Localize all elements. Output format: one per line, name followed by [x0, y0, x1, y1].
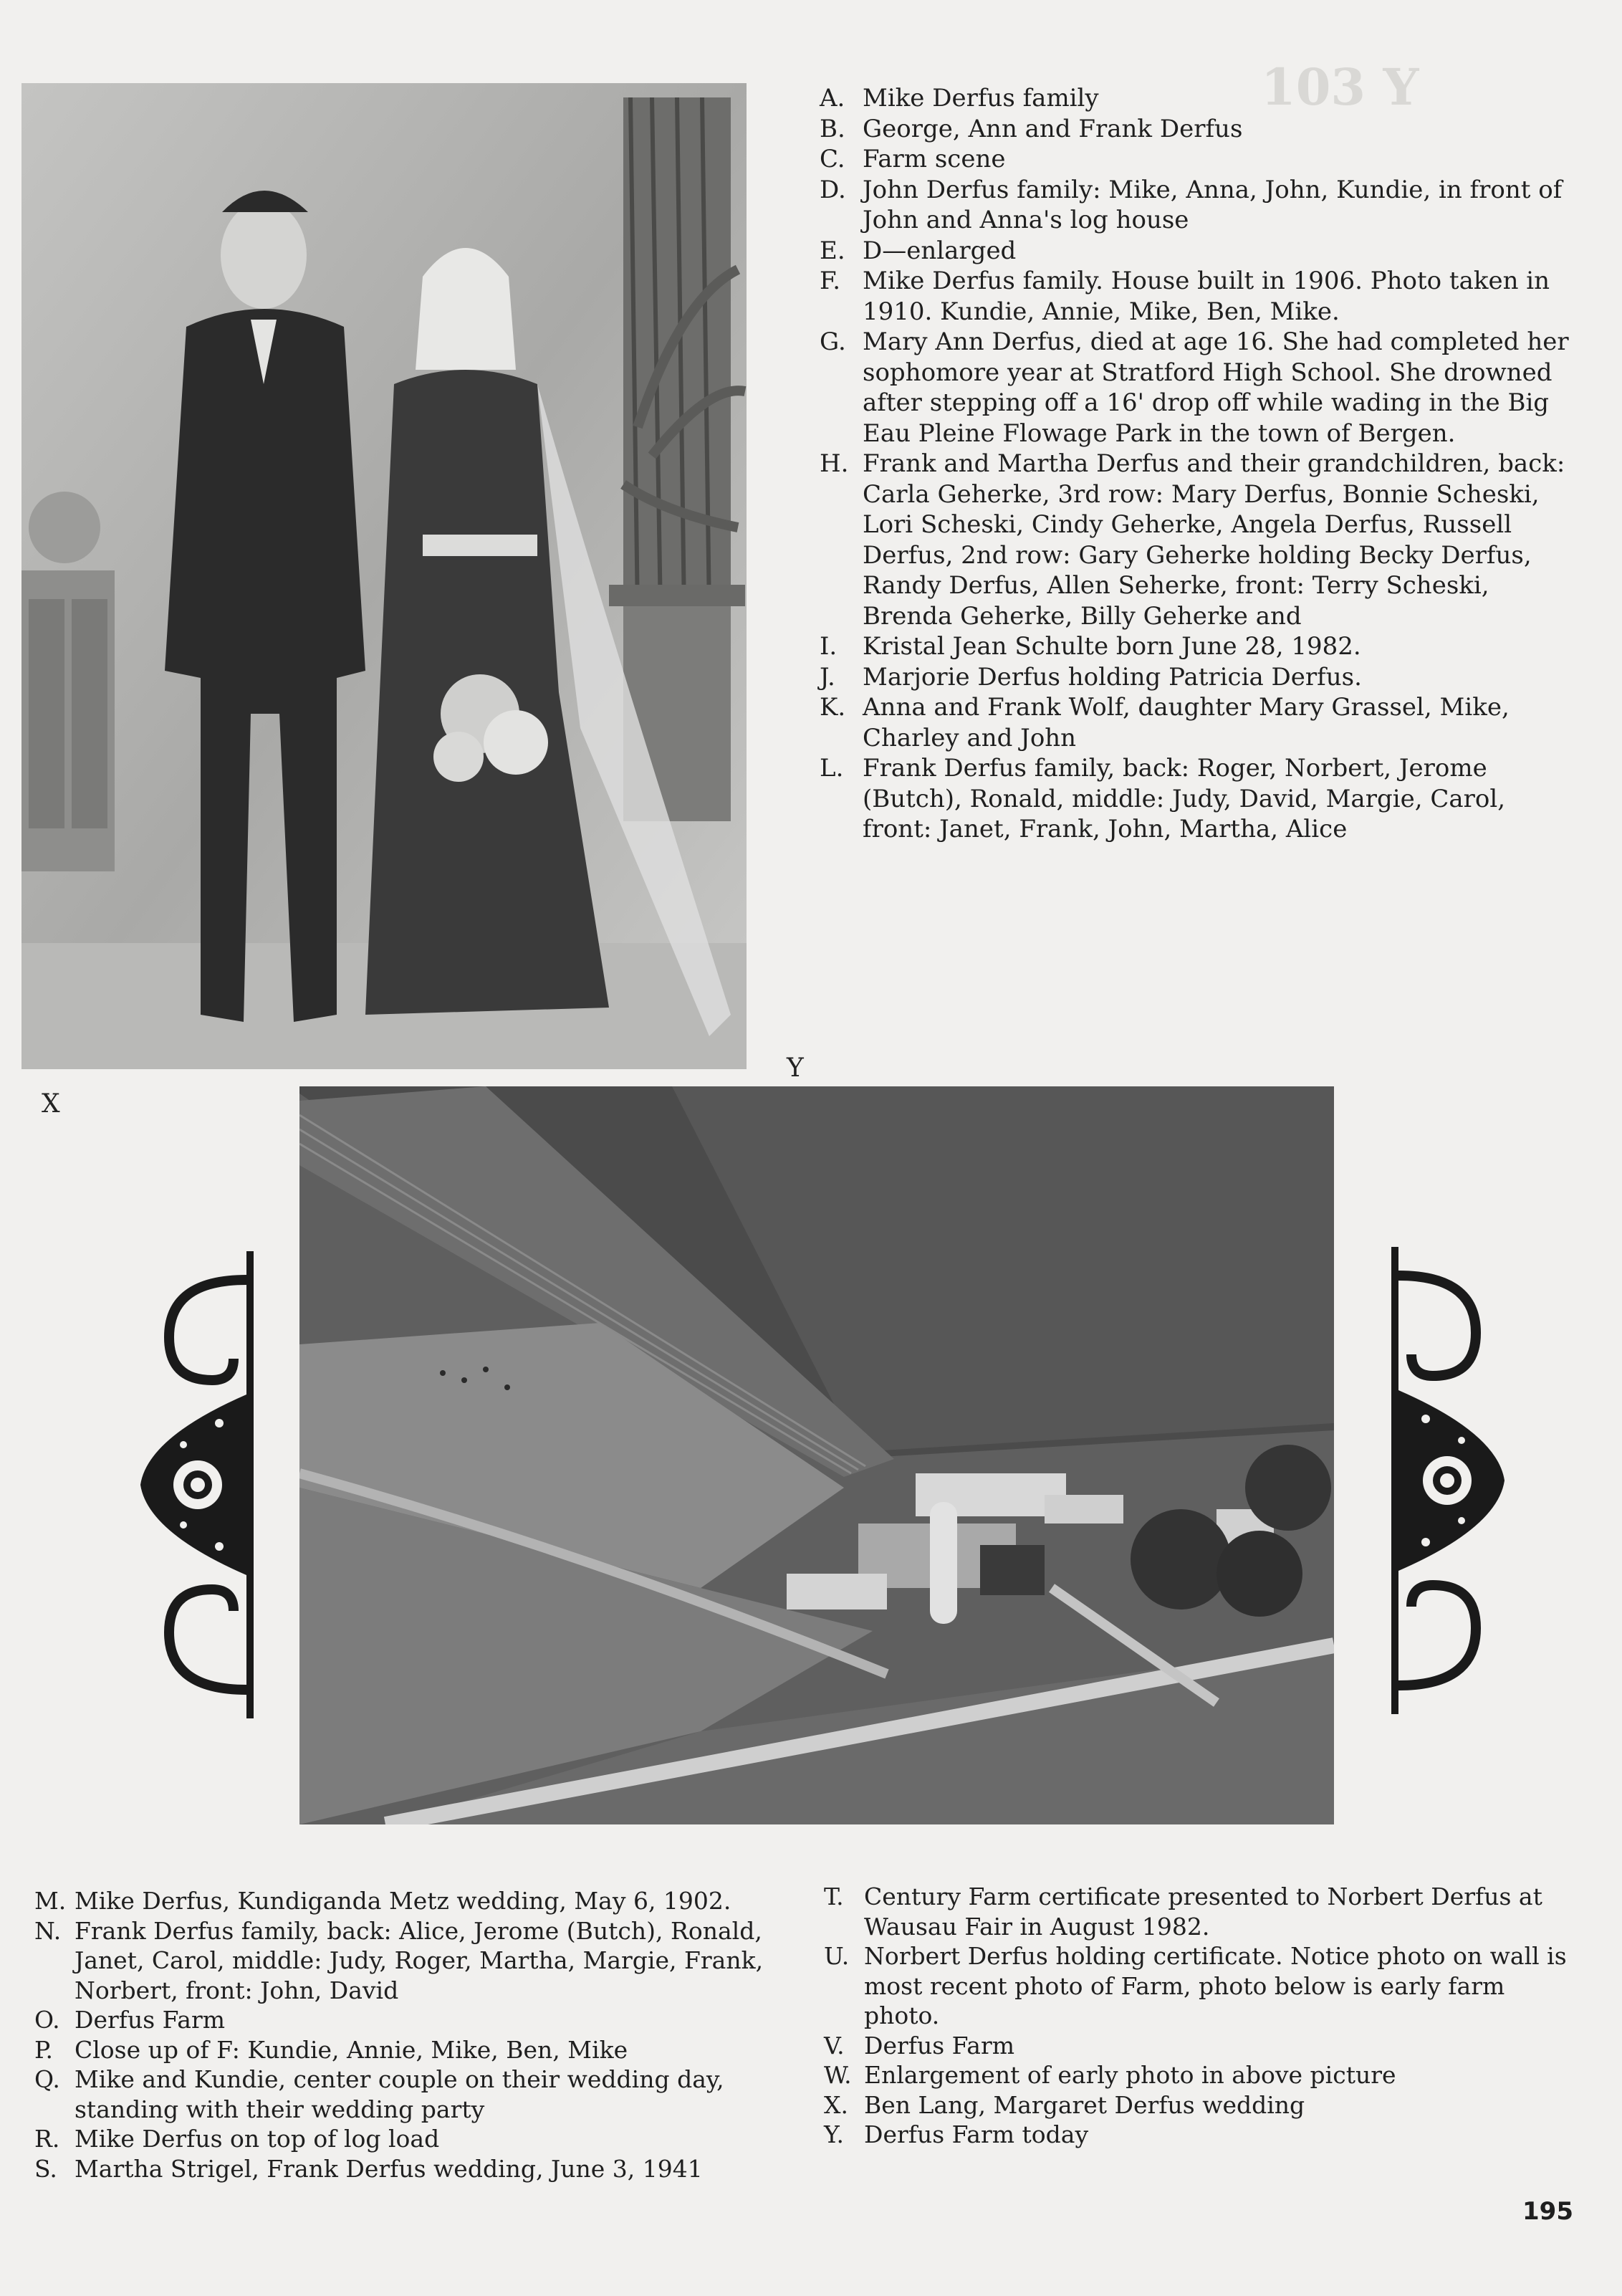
caption-item: [820, 175, 1579, 236]
caption-item: [820, 83, 1579, 114]
caption-key: Q.: [34, 2065, 60, 2093]
caption-text: Derfus Farm today: [864, 2120, 1089, 2148]
caption-key: S.: [34, 2154, 57, 2183]
page-number: 195: [1522, 2197, 1573, 2226]
caption-key: A.: [820, 84, 845, 113]
caption-key: B.: [820, 114, 845, 143]
captions-bottom-left: [34, 1886, 794, 2183]
caption-text: Kristal Jean Schulte born June 28, 1982.: [863, 632, 1361, 661]
caption-text: D—enlarged: [863, 236, 1017, 265]
caption-item: [34, 2154, 794, 2184]
caption-text: Mike Derfus family: [863, 84, 1099, 113]
photo-label-y: Y: [787, 1053, 804, 1083]
caption-item: [820, 266, 1579, 327]
caption-key: L.: [820, 754, 844, 783]
caption-text: Mike Derfus, Kundiganda Metz wedding, May 6, 1902.: [75, 1887, 731, 1915]
caption-item: [820, 236, 1579, 267]
caption-item: [820, 144, 1579, 175]
caption-text: John Derfus family: Mike, Anna, John, Kundie, in front of John and Anna's log house: [863, 175, 1563, 234]
caption-text: Mike Derfus on top of log load: [75, 2125, 440, 2153]
caption-key: E.: [820, 236, 845, 265]
caption-item: [34, 2035, 794, 2065]
caption-text: Derfus Farm: [864, 2031, 1015, 2060]
caption-text: Norbert Derfus holding certificate. Notice photo on wall is most recent photo of Farm, photo below is early farm photo.: [864, 1942, 1567, 2029]
caption-key: G.: [820, 327, 846, 356]
caption-item: [824, 2060, 1569, 2090]
caption-key: K.: [820, 693, 846, 722]
caption-text: Derfus Farm: [75, 2006, 226, 2034]
caption-key: R.: [34, 2125, 60, 2153]
caption-text: Century Farm certificate presented to Norbert Derfus at Wausau Fair in August 1982.: [864, 1883, 1542, 1941]
caption-item: [34, 1916, 794, 2006]
caption-key: U.: [824, 1942, 850, 1970]
wedding-portrait-photo: [21, 83, 747, 1069]
caption-item: [820, 114, 1579, 145]
caption-key: I.: [820, 632, 838, 661]
caption-key: W.: [824, 2061, 852, 2089]
caption-item: [824, 1941, 1569, 2031]
caption-text: George, Ann and Frank Derfus: [863, 114, 1243, 143]
caption-key: F.: [820, 267, 841, 295]
aerial-farm-photo: [299, 1086, 1334, 1824]
caption-text: Farm scene: [863, 145, 1006, 173]
caption-text: Ben Lang, Margaret Derfus wedding: [864, 2090, 1305, 2119]
caption-item: [820, 662, 1579, 693]
caption-key: X.: [824, 2090, 848, 2119]
caption-text: Frank and Martha Derfus and their grandchildren, back: Carla Geherke, 3rd row: Mary Derfus, Bonnie Scheski, Lori Scheski, Cindy Geherke, Angela Derfus, Russell Derfus, 2nd row: Gary Geherke holding Becky Derfus, Randy Derfus, Allen Seherke, front: Terry Scheski, Brenda Geherke, Billy Geherke and: [863, 449, 1565, 631]
caption-key: M.: [34, 1887, 67, 1915]
captions-top: [820, 83, 1579, 845]
caption-text: Frank Derfus family, back: Roger, Norbert, Jerome (Butch), Ronald, middle: Judy, David, Margie, Carol, front: Janet, Frank, John, Martha, Alice: [863, 754, 1506, 843]
caption-item: [824, 1882, 1569, 1941]
caption-text: Mike and Kundie, center couple on their wedding day, standing with their wedding party: [75, 2065, 724, 2123]
caption-text: Martha Strigel, Frank Derfus wedding, June 3, 1941: [75, 2154, 703, 2183]
caption-text: Marjorie Derfus holding Patricia Derfus.: [863, 662, 1362, 692]
caption-text: Enlargement of early photo in above picture: [864, 2061, 1396, 2089]
right-ornament-bracket: [1390, 1247, 1519, 1714]
caption-item: [824, 2031, 1569, 2061]
caption-item: [820, 327, 1579, 449]
caption-key: T.: [824, 1883, 844, 1910]
caption-item: [820, 692, 1579, 753]
captions-bottom-right: [824, 1882, 1569, 2150]
caption-text: Frank Derfus family, back: Alice, Jerome (Butch), Ronald, Janet, Carol, middle: Judy, Roger, Martha, Margie, Frank, Norbert, front: John, David: [75, 1916, 764, 2004]
caption-item: [820, 631, 1579, 662]
caption-item: [34, 2065, 794, 2124]
caption-text: Close up of F: Kundie, Annie, Mike, Ben, Mike: [75, 2035, 628, 2064]
caption-key: V.: [824, 2031, 845, 2060]
caption-item: [820, 753, 1579, 845]
left-ornament-bracket: [126, 1251, 255, 1718]
caption-key: N.: [34, 1916, 62, 1945]
caption-text: Anna and Frank Wolf, daughter Mary Grassel, Mike, Charley and John: [863, 693, 1510, 752]
caption-key: P.: [34, 2035, 54, 2064]
caption-key: D.: [820, 175, 846, 204]
caption-item: [34, 2124, 794, 2154]
caption-text: Mary Ann Derfus, died at age 16. She had completed her sophomore year at Stratford High School. She drowned after stepping off a 16' drop off while wading in the Big Eau Pleine Flowage Park in the town of Bergen.: [863, 327, 1569, 448]
caption-key: H.: [820, 449, 849, 478]
caption-item: [820, 449, 1579, 631]
caption-key: Y.: [824, 2120, 845, 2148]
caption-item: [824, 2090, 1569, 2120]
bleed-through-text: 103 Y: [1261, 57, 1419, 117]
photo-label-x: X: [42, 1089, 60, 1119]
caption-text: Mike Derfus family. House built in 1906. Photo taken in 1910. Kundie, Annie, Mike, Ben, Mike.: [863, 267, 1550, 326]
caption-key: C.: [820, 145, 845, 173]
caption-key: O.: [34, 2006, 60, 2034]
caption-item: [34, 2005, 794, 2035]
caption-item: [34, 1886, 794, 1916]
caption-item: [824, 2120, 1569, 2150]
caption-key: J.: [820, 662, 835, 692]
